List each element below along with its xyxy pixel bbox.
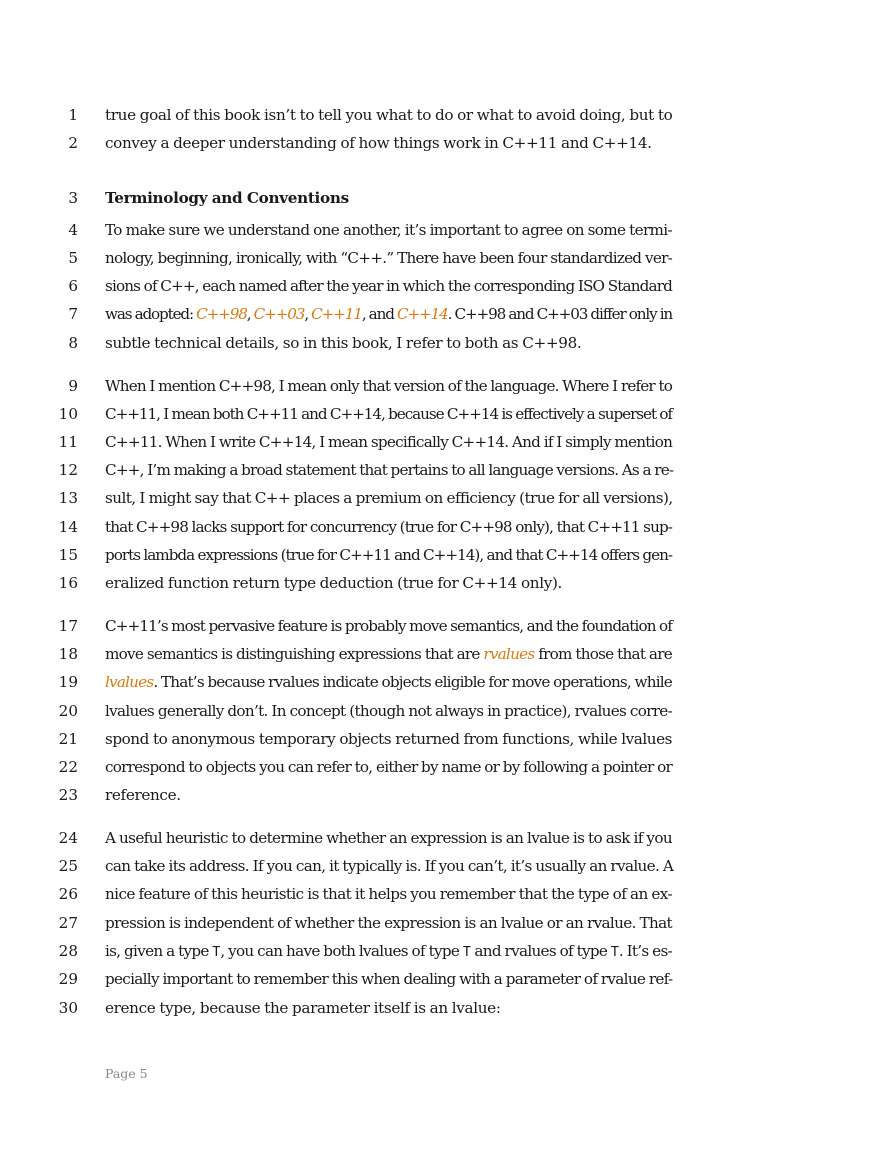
text-segment: that C++98 lacks support for concurrency (true for C++98 only), that C++11 sup- — [105, 518, 672, 536]
line-text — [105, 937, 672, 967]
line-text — [105, 244, 672, 272]
line-text — [105, 400, 672, 428]
text-line — [0, 725, 893, 753]
text-line — [0, 668, 893, 696]
text-segment: lvalues generally don’t. In concept (though not always in practice), rvalues corre- — [105, 702, 672, 720]
text-segment: . That’s because rvalues indicate objects eligible for move operations, while — [153, 673, 672, 691]
text-line — [0, 569, 893, 597]
text-line — [0, 880, 893, 908]
line-text — [105, 569, 672, 597]
text-line — [0, 456, 893, 484]
line-number: 18 — [58, 645, 78, 663]
text-segment: and rvalues of type — [470, 942, 611, 960]
line-number: 17 — [58, 617, 78, 635]
line-text — [105, 272, 672, 300]
line-text — [105, 852, 672, 880]
line-text — [105, 513, 672, 541]
text-line — [0, 329, 893, 357]
text-line — [0, 541, 893, 569]
line-number: 22 — [58, 758, 78, 776]
line-text — [105, 965, 672, 993]
text-segment: ports lambda expressions (true for C++11 and C++14), and that C++14 offers gen- — [105, 546, 672, 564]
line-number: 20 — [58, 702, 78, 720]
line-number: 12 — [58, 461, 78, 479]
text-line — [0, 216, 893, 244]
section-heading-line — [0, 184, 893, 212]
text-segment: erence type, because the parameter itself is an lvalue: — [105, 999, 501, 1017]
text-segment: C++, I’m making a broad statement that pertains to all language versions. As a re- — [105, 461, 674, 479]
line-text — [105, 129, 672, 157]
text-segment: To make sure we understand one another, it’s important to agree on some termi- — [105, 221, 672, 239]
text-segment: When I mention C++98, I mean only that version of the language. Where I refer to — [105, 377, 672, 395]
line-number: 10 — [58, 405, 78, 423]
text-segment: reference. — [105, 786, 181, 804]
line-number: 26 — [58, 885, 78, 903]
text-segment: is, given a type — [105, 942, 213, 960]
line-text — [105, 781, 672, 809]
text-line — [0, 753, 893, 781]
text-segment: sions of C++, each named after the year in which the corresponding ISO Standard — [105, 277, 672, 295]
line-text — [105, 329, 672, 357]
text-segment: Terminology and Conventions — [105, 189, 349, 207]
line-text — [105, 484, 672, 512]
text-line — [0, 909, 893, 937]
line-number: 21 — [58, 730, 78, 748]
code-term: T — [610, 945, 619, 960]
line-number: 15 — [58, 546, 78, 564]
text-segment: , you can have both lvalues of type — [220, 942, 463, 960]
text-line — [0, 824, 893, 852]
line-number: 11 — [58, 433, 78, 451]
line-number: 1 — [68, 106, 78, 124]
text-segment: eralized function return type deduction (true for C++14 only). — [105, 574, 562, 592]
emphasized-term: lvalues — [105, 673, 154, 691]
emphasized-term: C++11 — [311, 305, 362, 323]
text-segment: C++11’s most pervasive feature is probably move semantics, and the foundation of — [105, 617, 672, 635]
text-segment: from those that are — [534, 645, 672, 663]
line-number: 3 — [68, 189, 78, 207]
line-text — [105, 880, 672, 908]
text-line — [0, 400, 893, 428]
line-text — [105, 101, 672, 129]
text-line — [0, 484, 893, 512]
text-segment: C++11, I mean both C++11 and C++14, because C++14 is effectively a superset of — [105, 405, 672, 423]
line-number: 9 — [68, 377, 78, 395]
text-segment: subtle technical details, so in this book, I refer to both as C++98. — [105, 334, 582, 352]
line-number: 24 — [58, 829, 78, 847]
emphasized-term: C++14 — [396, 305, 448, 323]
text-segment: . It’s es- — [618, 942, 672, 960]
line-text — [105, 668, 672, 696]
emphasized-term: C++98 — [196, 305, 247, 323]
text-line — [0, 244, 893, 272]
text-segment: correspond to objects you can refer to, either by name or by following a pointer or — [105, 758, 672, 776]
text-line — [0, 852, 893, 880]
text-segment: pecially important to remember this when dealing with a parameter of rvalue ref- — [105, 970, 673, 988]
line-text — [105, 372, 672, 400]
text-line — [0, 372, 893, 400]
line-text — [105, 640, 672, 668]
line-number: 4 — [68, 221, 78, 239]
line-text — [105, 428, 672, 456]
text-line — [0, 640, 893, 668]
text-segment: nology, beginning, ironically, with “C++.” There have been four standardized ver- — [105, 249, 672, 267]
line-text — [105, 753, 672, 781]
emphasized-term: rvalues — [483, 645, 535, 663]
line-text — [105, 697, 672, 725]
emphasized-term: C++03 — [253, 305, 305, 323]
text-line — [0, 129, 893, 157]
text-segment: convey a deeper understanding of how things work in C++11 and C++14. — [105, 134, 652, 152]
text-segment: move semantics is distinguishing expressions that are — [105, 645, 484, 663]
text-line — [0, 937, 893, 965]
text-segment: , — [246, 305, 254, 323]
line-text — [105, 216, 672, 244]
text-line — [0, 513, 893, 541]
line-text — [105, 994, 672, 1022]
text-line — [0, 612, 893, 640]
text-line — [0, 272, 893, 300]
line-number: 8 — [68, 334, 78, 352]
line-number: 27 — [58, 914, 78, 932]
line-number: 16 — [58, 574, 78, 592]
line-number: 29 — [58, 970, 78, 988]
line-number: 23 — [58, 786, 78, 804]
text-segment: true goal of this book isn’t to tell you what to do or what to avoid doing, but to — [105, 106, 673, 124]
line-number: 25 — [58, 857, 78, 875]
text-line — [0, 428, 893, 456]
text-segment: pression is independent of whether the expression is an lvalue or an rvalue. That — [105, 914, 672, 932]
line-text — [105, 300, 672, 328]
line-number: 13 — [58, 489, 78, 507]
line-text — [105, 612, 672, 640]
line-number: 7 — [68, 305, 78, 323]
text-segment: can take its address. If you can, it typically is. If you can’t, it’s usually an rvalue. A — [105, 857, 674, 875]
text-segment: , — [304, 305, 312, 323]
line-number: 30 — [58, 999, 78, 1017]
text-line — [0, 300, 893, 328]
text-line — [0, 781, 893, 809]
text-segment: A useful heuristic to determine whether an expression is an lvalue is to ask if you — [105, 829, 672, 847]
text-segment: . C++98 and C++03 differ only in — [447, 305, 673, 323]
code-term: T — [462, 945, 471, 960]
line-number: 14 — [58, 518, 78, 536]
line-text — [105, 456, 672, 484]
text-segment: spond to anonymous temporary objects returned from functions, while lvalues — [105, 730, 672, 748]
page-number: Page 5 — [105, 1066, 148, 1081]
line-number: 28 — [58, 942, 78, 960]
text-line — [0, 101, 893, 129]
text-line — [0, 697, 893, 725]
line-text — [105, 725, 672, 753]
line-text — [105, 824, 672, 852]
line-number: 19 — [58, 673, 78, 691]
text-segment: C++11. When I write C++14, I mean specifically C++14. And if I simply mention — [105, 433, 673, 451]
text-segment: nice feature of this heuristic is that it helps you remember that the type of an ex- — [105, 885, 672, 903]
text-segment: was adopted: — [105, 305, 197, 323]
text-segment: sult, I might say that C++ places a premium on efficiency (true for all versions), — [105, 489, 673, 507]
line-number: 6 — [68, 277, 78, 295]
section-heading — [105, 184, 672, 212]
line-number: 5 — [68, 249, 78, 267]
line-number: 2 — [68, 134, 78, 152]
text-line — [0, 965, 893, 993]
line-text — [105, 541, 672, 569]
text-line — [0, 994, 893, 1022]
line-text — [105, 909, 672, 937]
code-term: T — [212, 945, 221, 960]
text-segment: , and — [361, 305, 397, 323]
